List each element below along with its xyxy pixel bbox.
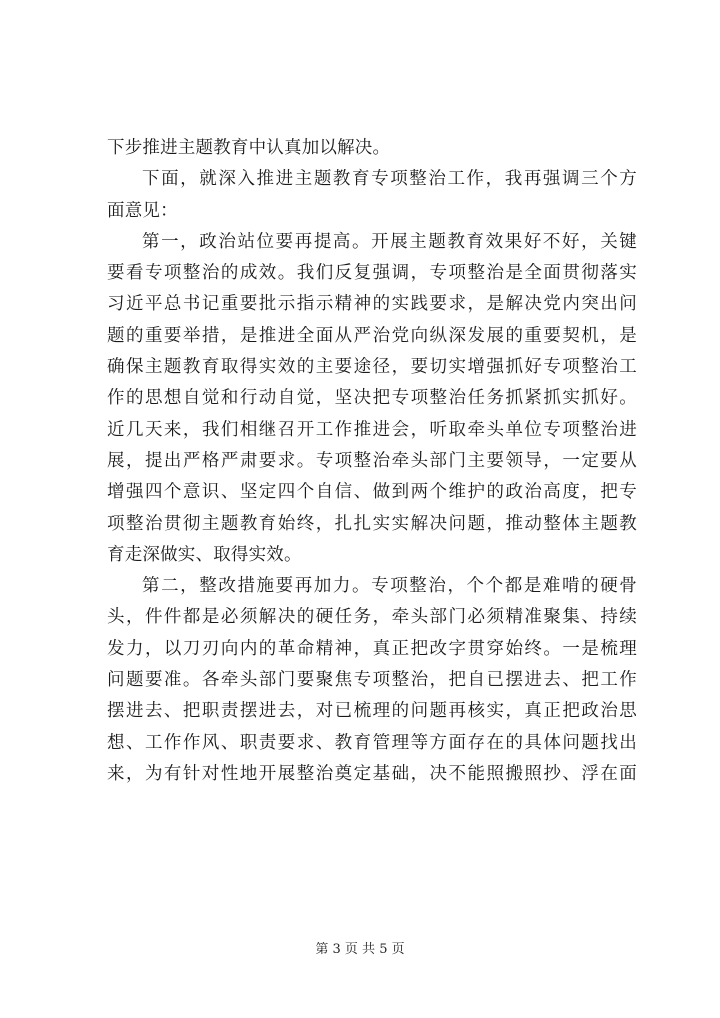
- text-line-21: 来，为有针对性地开展整治奠定基础，决不能照搬照抄、浮在面: [107, 763, 637, 784]
- text-line-20: 想、工作作风、职责要求、教育管理等方面存在的具体问题找出: [107, 732, 637, 753]
- text-line-8: 确保主题教育取得实效的主要途径，要切实增强抓好专项整治工: [107, 357, 637, 378]
- text-line-11: 展，提出严格严肃要求。专项整治牵头部门主要领导，一定要从: [107, 450, 637, 471]
- text-line-7: 题的重要举措，是推进全面从严治党向纵深发展的重要契机，是: [107, 325, 637, 346]
- text-line-1: 下步推进主题教育中认真加以解决。: [107, 138, 391, 158]
- text-line-17: 发力，以刀刃向内的革命精神，真正把改字贯穿始终。一是梳理: [107, 638, 637, 659]
- text-line-16: 头，件件都是必须解决的硬任务，牵头部门必须精准聚集、持续: [107, 607, 637, 628]
- text-line-18: 问题要准。各牵头部门要聚焦专项整治，把自已摆进去、把工作: [107, 670, 637, 691]
- text-line-5: 要看专项整治的成效。我们反复强调，专项整治是全面贯彻落实: [107, 263, 637, 284]
- text-line-4: 第一，政治站位要再提高。开展主题教育效果好不好，关键: [142, 231, 637, 252]
- page-number-footer: 第 3 页 共 5 页: [315, 942, 405, 957]
- text-line-6: 习近平总书记重要批示指示精神的实践要求，是解决党内突出问: [107, 294, 637, 315]
- text-line-2: 下面，就深入推进主题教育专项整治工作，我再强调三个方: [142, 169, 637, 190]
- text-line-10: 近几天来，我们相继召开工作推进会，听取牵头单位专项整治进: [107, 419, 637, 440]
- text-line-19: 摆进去、把职责摆进去，对已梳理的问题再核实，真正把政治思: [107, 701, 637, 722]
- text-line-9: 作的思想自觉和行动自觉，坚决把专项整治任务抓紧抓实抓好。: [107, 388, 637, 409]
- text-line-3: 面意见：: [107, 200, 178, 221]
- document-body: [107, 133, 637, 790]
- text-line-15: 第二，整改措施要再加力。专项整治，个个都是难啃的硬骨: [142, 576, 637, 597]
- text-line-12: 增强四个意识、坚定四个自信、做到两个维护的政治高度，把专: [107, 482, 637, 503]
- text-line-13: 项整治贯彻主题教育始终，扎扎实实解决问题，推动整体主题教: [107, 513, 637, 534]
- text-line-14: 育走深做实、取得实效。: [107, 544, 302, 565]
